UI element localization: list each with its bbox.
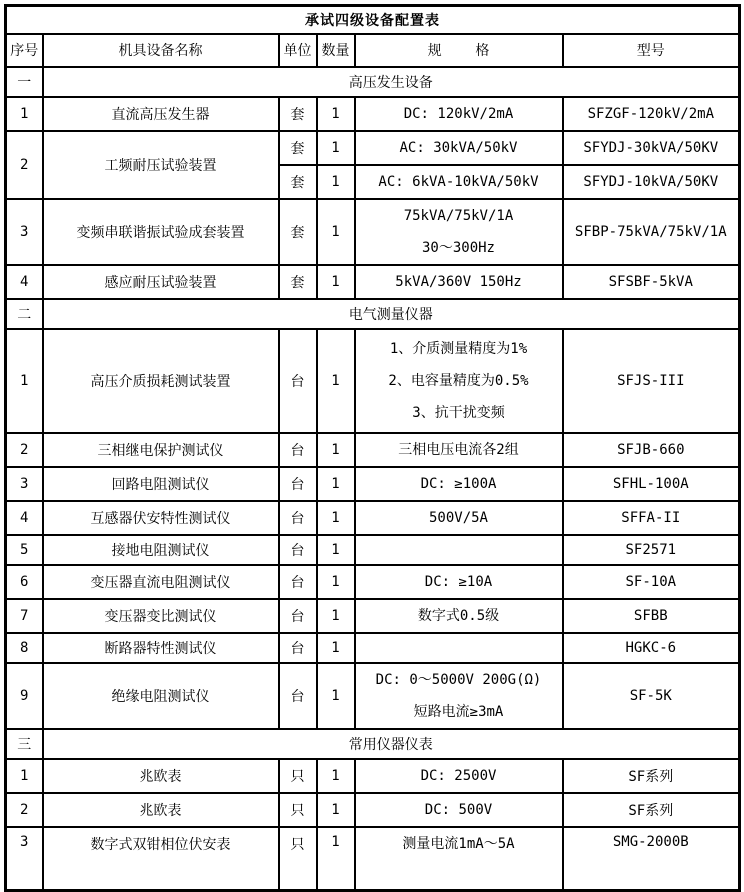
cell-name: 感应耐压试验装置: [43, 265, 279, 299]
table-row: [6, 265, 740, 299]
equipment-config-table: [4, 4, 741, 892]
cell-unit: 台: [279, 633, 317, 663]
col-header-no: 序号: [6, 34, 43, 67]
cell-qty: 1: [317, 759, 355, 793]
spec-line: AC: 6kVA-10kVA/50kV: [378, 173, 539, 190]
cell-spec: [355, 793, 563, 827]
col-header-unit: 单位: [279, 34, 317, 67]
cell-name: 断路器特性测试仪: [43, 633, 279, 663]
cell-no: 5: [6, 535, 43, 565]
cell-spec: [355, 433, 563, 467]
cell-qty: 1: [317, 535, 355, 565]
cell-model: HGKC-6: [563, 633, 740, 663]
cell-name: 互感器伏安特性测试仪: [43, 501, 279, 535]
cell-spec: [355, 467, 563, 501]
section-title: 高压发生设备: [43, 67, 740, 97]
cell-unit: 台: [279, 433, 317, 467]
table-row: [6, 433, 740, 467]
table-row: [6, 793, 740, 827]
cell-name: 工频耐压试验装置: [43, 131, 279, 199]
col-header-model: 型号: [563, 34, 740, 67]
cell-no: 3: [6, 827, 43, 891]
table-row: [6, 663, 740, 729]
cell-unit: 台: [279, 565, 317, 599]
section-label: 三: [6, 729, 43, 759]
section-label: 二: [6, 299, 43, 329]
spec-line: DC: 120kV/2mA: [403, 105, 514, 122]
col-header-qty: 数量: [317, 34, 355, 67]
cell-model: SF2571: [563, 535, 740, 565]
cell-qty: 1: [317, 265, 355, 299]
cell-qty: 1: [317, 663, 355, 729]
table-row: [6, 199, 740, 265]
table-row: [6, 467, 740, 501]
cell-name: 变压器直流电阻测试仪: [43, 565, 279, 599]
cell-model: SFZGF-120kV/2mA: [563, 97, 740, 131]
cell-no: 1: [6, 759, 43, 793]
cell-qty: 1: [317, 199, 355, 265]
cell-qty: 1: [317, 131, 355, 165]
cell-spec: [355, 501, 563, 535]
cell-no: 4: [6, 501, 43, 535]
cell-spec: [355, 199, 563, 265]
cell-spec: [355, 265, 563, 299]
cell-qty: 1: [317, 827, 355, 891]
cell-unit: 台: [279, 663, 317, 729]
spec-line: 三相电压电流各2组: [398, 441, 519, 458]
cell-unit: 套: [279, 97, 317, 131]
cell-unit: 台: [279, 501, 317, 535]
cell-name: 兆欧表: [43, 793, 279, 827]
table-row: [6, 599, 740, 633]
spec-line: 测量电流1mA～5A: [402, 835, 515, 852]
cell-model: SFYDJ-30kVA/50KV: [563, 131, 740, 165]
cell-model: SFJS-III: [563, 329, 740, 433]
cell-qty: 1: [317, 433, 355, 467]
cell-spec: [355, 599, 563, 633]
cell-name: 兆欧表: [43, 759, 279, 793]
cell-no: 9: [6, 663, 43, 729]
col-header-spec: 规 格: [355, 34, 563, 67]
cell-qty: 1: [317, 97, 355, 131]
cell-model: SF系列: [563, 793, 740, 827]
cell-name: 接地电阻测试仪: [43, 535, 279, 565]
spec-line: 短路电流≥3mA: [413, 703, 504, 720]
spec-line: AC: 30kVA/50kV: [399, 139, 518, 156]
cell-unit: 只: [279, 827, 317, 891]
cell-unit: 套: [279, 199, 317, 265]
cell-unit: 套: [279, 165, 317, 199]
table-row: [6, 501, 740, 535]
table-row: [6, 97, 740, 131]
cell-model: SFBP-75kVA/75kV/1A: [563, 199, 740, 265]
spec-line: 5kVA/360V 150Hz: [395, 273, 522, 290]
cell-spec: [355, 633, 563, 663]
cell-name: 高压介质损耗测试装置: [43, 329, 279, 433]
spec-line: 数字式0.5级: [417, 607, 500, 624]
cell-no: 3: [6, 467, 43, 501]
cell-qty: 1: [317, 565, 355, 599]
cell-no: 6: [6, 565, 43, 599]
cell-unit: 台: [279, 535, 317, 565]
cell-unit: 只: [279, 759, 317, 793]
col-header-name: 机具设备名称: [43, 34, 279, 67]
cell-spec: [355, 97, 563, 131]
cell-qty: 1: [317, 165, 355, 199]
spec-line: 30～300Hz: [421, 239, 495, 256]
section-label: 一: [6, 67, 43, 97]
spec-line: 75kVA/75kV/1A: [403, 207, 514, 224]
cell-qty: 1: [317, 467, 355, 501]
cell-no: 1: [6, 97, 43, 131]
cell-spec: [355, 165, 563, 199]
cell-model: SFJB-660: [563, 433, 740, 467]
table-row: [6, 565, 740, 599]
cell-no: 4: [6, 265, 43, 299]
cell-spec: [355, 759, 563, 793]
table-row: [6, 329, 740, 433]
cell-model: SFHL-100A: [563, 467, 740, 501]
cell-qty: 1: [317, 633, 355, 663]
cell-unit: 台: [279, 467, 317, 501]
cell-qty: 1: [317, 329, 355, 433]
cell-unit: 套: [279, 131, 317, 165]
table-row: [6, 827, 740, 891]
cell-name: 直流高压发生器: [43, 97, 279, 131]
spec-line: DC: 0～5000V 200G(Ω): [375, 671, 542, 688]
table-title: 承试四级设备配置表: [6, 6, 740, 34]
cell-name: 绝缘电阻测试仪: [43, 663, 279, 729]
cell-name: 变压器变比测试仪: [43, 599, 279, 633]
cell-unit: 套: [279, 265, 317, 299]
cell-unit: 台: [279, 329, 317, 433]
table-row: [6, 535, 740, 565]
cell-name: 三相继电保护测试仪: [43, 433, 279, 467]
cell-model: SF-5K: [563, 663, 740, 729]
spec-line: 500V/5A: [428, 509, 488, 526]
cell-spec: [355, 565, 563, 599]
spec-line: 2、电容量精度为0.5%: [388, 372, 529, 389]
cell-no: 2: [6, 433, 43, 467]
cell-qty: 1: [317, 599, 355, 633]
section-title: 电气测量仪器: [43, 299, 740, 329]
cell-model: SFYDJ-10kVA/50KV: [563, 165, 740, 199]
cell-no: 2: [6, 793, 43, 827]
cell-model: SMG-2000B: [563, 827, 740, 891]
cell-name: 回路电阻测试仪: [43, 467, 279, 501]
spec-line: 3、抗干扰变频: [412, 404, 505, 421]
spec-line: DC: ≥10A: [424, 573, 493, 590]
cell-spec: [355, 827, 563, 891]
cell-model: SF-10A: [563, 565, 740, 599]
spec-line: 1、介质测量精度为1%: [389, 340, 528, 357]
cell-qty: 1: [317, 793, 355, 827]
cell-model: SFSBF-5kVA: [563, 265, 740, 299]
cell-spec: [355, 329, 563, 433]
cell-model: SFFA-II: [563, 501, 740, 535]
cell-model: SF系列: [563, 759, 740, 793]
cell-no: 8: [6, 633, 43, 663]
cell-spec: [355, 131, 563, 165]
table-row: [6, 633, 740, 663]
cell-no: 1: [6, 329, 43, 433]
cell-name: 变频串联谐振试验成套装置: [43, 199, 279, 265]
spec-line: DC: ≥100A: [420, 475, 497, 492]
cell-spec: [355, 663, 563, 729]
section-title: 常用仪器仪表: [43, 729, 740, 759]
cell-no: 2: [6, 131, 43, 199]
table-row: [6, 759, 740, 793]
spec-line: DC: 2500V: [420, 767, 497, 784]
cell-spec: [355, 535, 563, 565]
cell-model: SFBB: [563, 599, 740, 633]
cell-unit: 台: [279, 599, 317, 633]
cell-qty: 1: [317, 501, 355, 535]
spec-line: DC: 500V: [424, 801, 493, 818]
cell-name: 数字式双钳相位伏安表: [43, 827, 279, 891]
cell-no: 7: [6, 599, 43, 633]
table-row: [6, 131, 740, 165]
cell-no: 3: [6, 199, 43, 265]
cell-unit: 只: [279, 793, 317, 827]
